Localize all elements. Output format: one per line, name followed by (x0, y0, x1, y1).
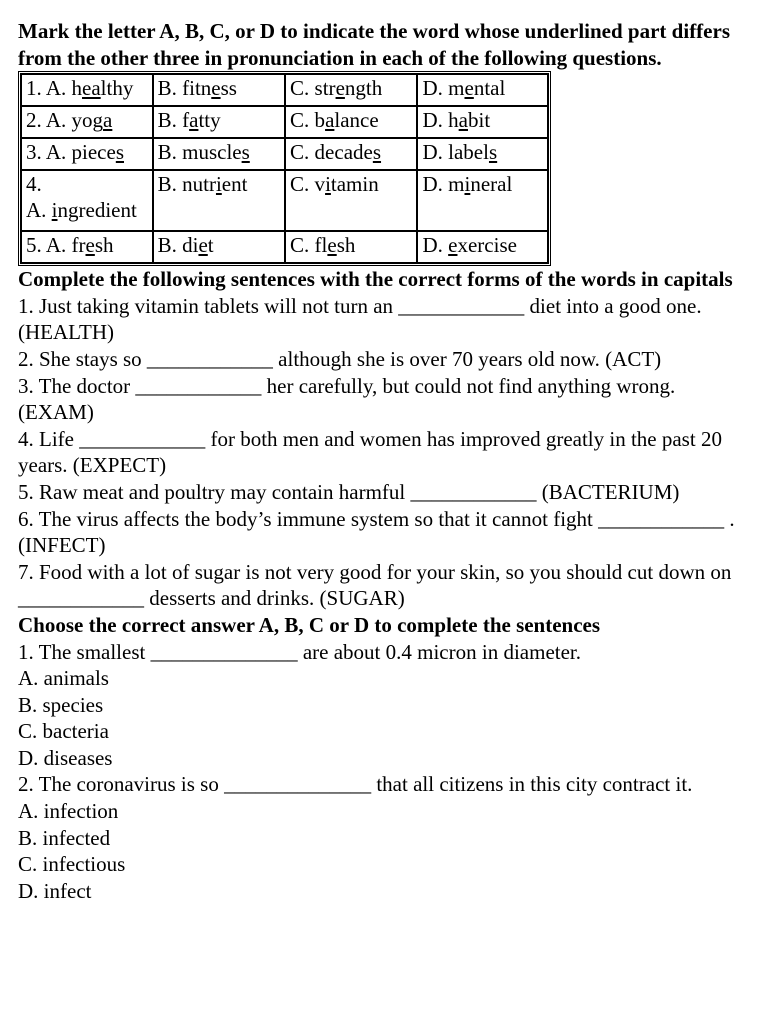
pronunciation-cell (21, 170, 153, 231)
pronunciation-cell (417, 170, 548, 231)
pronunciation-row (21, 170, 548, 231)
pronunciation-cell (285, 138, 417, 170)
pronunciation-cell (285, 106, 417, 138)
word-part: ntal (473, 76, 506, 101)
word-part: bit (467, 108, 491, 133)
mc-question-1-option-a: A. animals (18, 666, 109, 691)
underlined-letters: a (458, 108, 468, 133)
underlined-letters: ea (82, 76, 101, 101)
word-part: B. f (157, 108, 190, 133)
word-part: tamin (330, 172, 379, 197)
pronunciation-cell (285, 231, 417, 263)
word-part: ss (220, 76, 237, 101)
word-part: ngth (344, 76, 383, 101)
pronunciation-cell (21, 231, 153, 263)
word-form-question-6: 6. The virus affects the body’s immune system so that it cannot fight ____________ . (INFECT) (18, 506, 735, 558)
word-part: 2. A. yog (26, 108, 104, 133)
mc-question-1-option-c: C. bacteria (18, 719, 109, 744)
pronunciation-cell (285, 74, 417, 106)
underlined-letters: i (51, 198, 58, 223)
pronunciation-cell (417, 231, 548, 263)
mc-question-1-option-d: D. diseases (18, 745, 113, 770)
word-form-question-3: 3. The doctor ____________ her carefully, but could not find anything wrong. (EXAM) (18, 373, 676, 425)
pronunciation-cell (153, 170, 285, 231)
word-form-question-2: 2. She stays so ____________ although she is over 70 years old now. (ACT) (18, 346, 662, 371)
word-part: t (207, 233, 214, 258)
underlined-letters: e (85, 233, 95, 258)
mc-question-2-option-d: D. infect (18, 878, 92, 903)
word-part: 5. A. fr (26, 233, 86, 258)
mc-question-2-option-b: B. infected (18, 825, 111, 850)
underlined-letters: s (115, 140, 124, 165)
word-part: sh (336, 233, 356, 258)
word-form-question-5: 5. Raw meat and poultry may contain harmful ____________ (BACTERIUM) (18, 479, 680, 504)
word-part: D. label (422, 140, 489, 165)
underlined-letters: e (198, 233, 208, 258)
word-part: B. fitn (157, 76, 212, 101)
mc-question-2-option-a: A. infection (18, 799, 119, 824)
word-part: lthy (100, 76, 134, 101)
word-part: C. v (290, 172, 326, 197)
underlined-letters: s (372, 140, 382, 165)
pronunciation-cell (417, 106, 548, 138)
word-part: C. fl (290, 233, 328, 258)
underlined-letters: e (464, 76, 474, 101)
pronunciation-cell (21, 106, 153, 138)
worksheet-page (18, 18, 748, 904)
pronunciation-row (21, 138, 548, 170)
pronunciation-cell (21, 74, 153, 106)
pronunciation-row (21, 106, 548, 138)
pronunciation-cell (153, 74, 285, 106)
mc-question-1-stem: 1. The smallest ______________ are about 0.4 micron in diameter. (18, 639, 582, 664)
section2-instruction: Complete the following sentences with the correct forms of the words in capitals (18, 267, 733, 292)
underlined-letters: i (464, 172, 471, 197)
pronunciation-cell (417, 74, 548, 106)
pronunciation-cell (21, 138, 153, 170)
word-part: C. decade (290, 140, 373, 165)
word-part: C. b (290, 108, 326, 133)
underlined-letters: i (215, 172, 222, 197)
pronunciation-row (21, 231, 548, 263)
mc-question-1-option-b: B. species (18, 692, 104, 717)
word-part: B. muscle (157, 140, 242, 165)
word-part: B. nutr (157, 172, 216, 197)
word-part: D. m (422, 76, 465, 101)
word-form-question-1: 1. Just taking vitamin tablets will not turn an ____________ diet into a good one. (HEALTH) (18, 293, 702, 345)
underlined-letters: e (327, 233, 337, 258)
word-part: ent (221, 172, 248, 197)
pronunciation-cell (153, 231, 285, 263)
underlined-letters: a (189, 108, 199, 133)
underlined-letters: e (448, 233, 458, 258)
underlined-letters: a (103, 108, 113, 133)
pronunciation-cell (153, 106, 285, 138)
pronunciation-cell (153, 138, 285, 170)
section3-instruction: Choose the correct answer A, B, C or D to complete the sentences (18, 612, 601, 637)
underlined-letters: e (335, 76, 345, 101)
underlined-letters: i (325, 172, 331, 197)
word-part: 3. A. piece (26, 140, 116, 165)
pronunciation-table (18, 71, 551, 266)
pronunciation-row (21, 74, 548, 106)
word-part: D. h (422, 108, 459, 133)
word-part: C. str (290, 76, 336, 101)
word-form-question-4: 4. Life ____________ for both men and women has improved greatly in the past 20 years. (EXPECT) (18, 426, 722, 478)
word-part: sh (94, 233, 114, 258)
mc-question-2-option-c: C. infectious (18, 852, 126, 877)
section1-instruction: Mark the letter A, B, C, or D to indicate the word whose underlined part differs from the other three in pronunciation in each of the following questions. (18, 19, 730, 70)
word-part: neral (470, 172, 513, 197)
mc-question-2-stem: 2. The coronavirus is so ______________ that all citizens in this city contract it. (18, 772, 693, 797)
word-part: D. (422, 233, 449, 258)
word-part: ngredient (57, 198, 137, 223)
word-part: xercise (457, 233, 517, 258)
word-part: D. m (422, 172, 465, 197)
underlined-letters: s (488, 140, 498, 165)
underlined-letters: a (325, 108, 335, 133)
word-part: B. di (157, 233, 199, 258)
word-part: 4. A. (26, 172, 47, 223)
underlined-letters: e (211, 76, 221, 101)
word-part: 1. A. h (26, 76, 83, 101)
word-form-question-7: 7. Food with a lot of sugar is not very good for your skin, so you should cut down on ____________ desserts and drinks. (SUGAR) (18, 559, 732, 611)
underlined-letters: s (241, 140, 250, 165)
pronunciation-cell (285, 170, 417, 231)
word-part: lance (334, 108, 379, 133)
pronunciation-cell (417, 138, 548, 170)
word-part: tty (198, 108, 221, 133)
